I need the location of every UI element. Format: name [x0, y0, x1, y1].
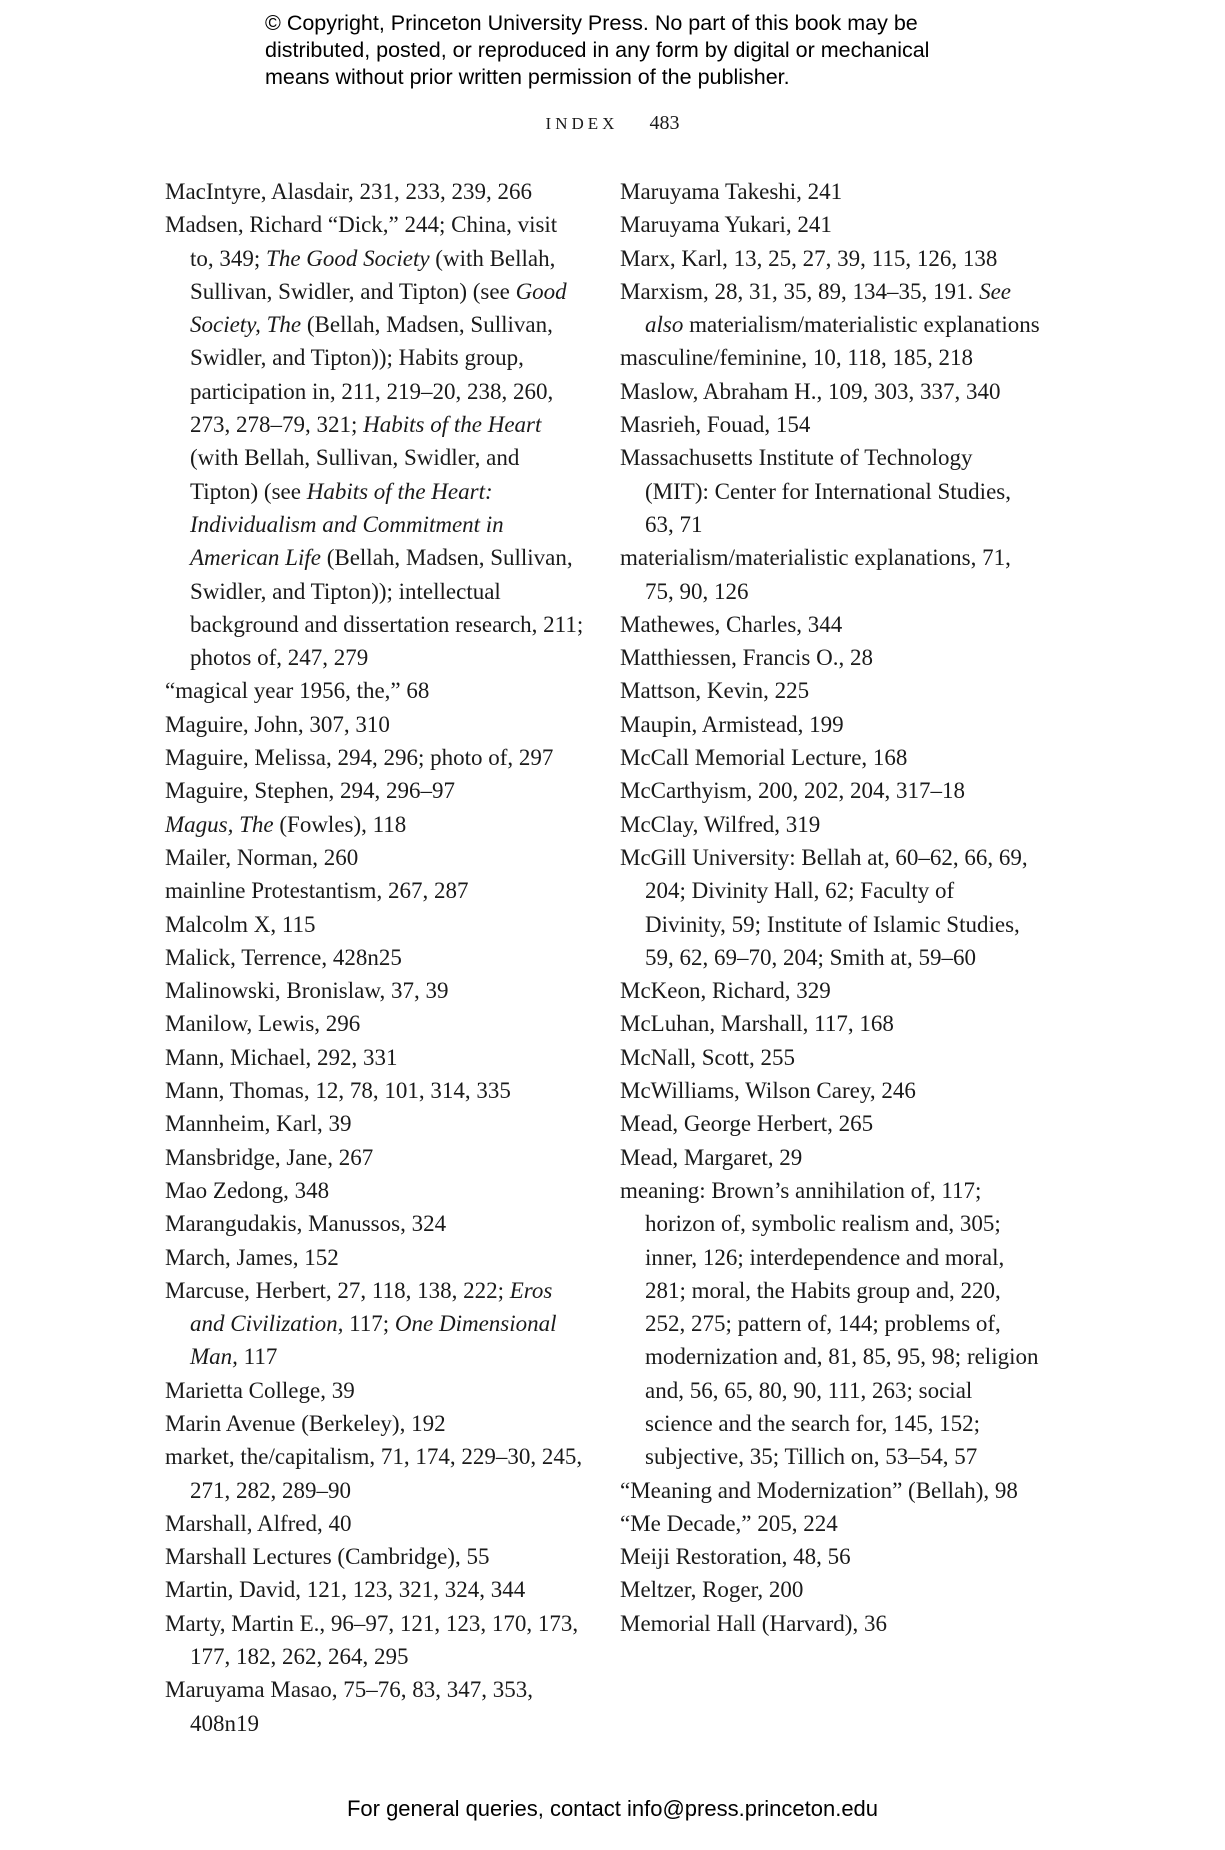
index-entry-text: Maruyama Yukari, 241	[620, 212, 832, 238]
index-entry	[165, 1440, 585, 1507]
index-entry-text: Marx, Karl, 13, 25, 27, 39, 115, 126, 138	[620, 245, 998, 271]
index-entry	[620, 774, 1040, 807]
index-entry-text: Malick, Terrence, 428n25	[165, 944, 402, 970]
index-entry-text: Manilow, Lewis, 296	[165, 1011, 361, 1037]
index-entry	[620, 1107, 1040, 1140]
copyright-line: means without prior written permission of the publisher.	[265, 65, 790, 89]
index-entry-text: Marshall Lectures (Cambridge), 55	[165, 1544, 490, 1570]
index-entry	[620, 974, 1040, 1007]
index-entry-text: Maruyama Takeshi, 241	[620, 179, 843, 204]
copyright-line: © Copyright, Princeton University Press. No part of this book may be	[265, 11, 918, 35]
index-entry-text: Mailer, Norman, 260	[165, 844, 359, 870]
index-entry-text: materialism/materialistic explanations	[683, 312, 1040, 338]
index-entry	[620, 441, 1040, 541]
footer-contact: For general queries, contact info@press.princeton.edu	[346, 1796, 879, 1821]
index-entry	[620, 1174, 1040, 1474]
index-entry	[165, 974, 585, 1007]
index-entry-title: Habits of the Heart: Individualism and Commitment in American Life	[190, 478, 504, 571]
index-entry-title: Habits of the Heart	[363, 412, 542, 438]
index-entry	[165, 208, 585, 674]
index-entry-text: “magical year 1956, the,” 68	[165, 678, 430, 704]
index-entry-text: “Me Decade,” 205, 224	[620, 1510, 838, 1536]
index-entry-text: Marangudakis, Manussos, 324	[165, 1211, 447, 1237]
index-entry	[165, 674, 585, 707]
index-entry-text: McClay, Wilfred, 319	[620, 811, 821, 837]
copyright-line: distributed, posted, or reproduced in any form by digital or mechanical	[265, 38, 930, 62]
index-entry	[620, 1141, 1040, 1174]
index-entry-text: McWilliams, Wilson Carey, 246	[620, 1078, 916, 1104]
index-entry-title: The Good Society	[266, 245, 430, 271]
index-entry	[620, 841, 1040, 974]
index-entry-text: McCall Memorial Lecture, 168	[620, 745, 908, 771]
index-entry-text: McCarthyism, 200, 202, 204, 317–18	[620, 778, 965, 804]
index-entry	[165, 1107, 585, 1140]
index-entry	[620, 708, 1040, 741]
index-entry	[620, 1507, 1040, 1540]
index-entry	[165, 808, 585, 841]
index-entry-text: Malcolm X, 115	[165, 911, 316, 937]
index-entry	[165, 1407, 585, 1440]
index-entry	[620, 641, 1040, 674]
index-entry	[620, 275, 1040, 342]
index-entry	[165, 1007, 585, 1040]
index-entry	[620, 1007, 1040, 1040]
index-entry-text: Malinowski, Bronislaw, 37, 39	[165, 978, 449, 1004]
index-entry	[620, 1540, 1040, 1573]
index-entry	[620, 674, 1040, 707]
index-entry	[165, 1507, 585, 1540]
index-entry-text: Meiji Restoration, 48, 56	[620, 1544, 851, 1570]
index-entry-text: Matthiessen, Francis O., 28	[620, 645, 873, 671]
index-entry	[165, 774, 585, 807]
page-number: 483	[649, 112, 680, 134]
index-entry-text: Masrieh, Fouad, 154	[620, 412, 811, 438]
index-entry-text: masculine/feminine, 10, 118, 185, 218	[620, 345, 974, 371]
index-entry	[620, 741, 1040, 774]
index-entry	[165, 1573, 585, 1606]
index-entry	[165, 1207, 585, 1240]
running-head-label: INDEX	[545, 114, 619, 133]
index-entry-text: McNall, Scott, 255	[620, 1044, 796, 1070]
index-entry-text: Mann, Michael, 292, 331	[165, 1044, 398, 1070]
index-entry-text: Maruyama Masao, 75–76, 83, 347, 353, 408n19	[165, 1677, 533, 1736]
index-entry-text: Mansbridge, Jane, 267	[165, 1144, 374, 1170]
index-entry-text: McGill University: Bellah at, 60–62, 66, 69, 204; Divinity Hall, 62; Faculty of Divinity, 59; Institute of Islamic Studies, 59, 62, 69–70, 204; Smith at, 59–60	[620, 844, 1028, 970]
index-entry-text: (Fowles), 118	[273, 811, 407, 837]
index-entry-text: Marcuse, Herbert, 27, 118, 138, 222;	[165, 1277, 510, 1303]
index-entry-text: Meltzer, Roger, 200	[620, 1577, 804, 1603]
index-entry-text: “Meaning and Modernization” (Bellah), 98	[620, 1477, 1018, 1503]
index-entry	[620, 1074, 1040, 1107]
index-entry	[165, 908, 585, 941]
index-entry-text: (Bellah, Madsen, Sullivan, Swidler, and Tipton)); intellectual background and dissertation research, 211; photos of, 247, 279	[190, 545, 584, 671]
index-entry	[620, 1573, 1040, 1606]
index-entry-text: Marty, Martin E., 96–97, 121, 123, 170, 173, 177, 182, 262, 264, 295	[165, 1610, 579, 1670]
index-entry	[620, 375, 1040, 408]
index-entry-text: Maguire, Stephen, 294, 296–97	[165, 778, 456, 804]
index-entry-text: Marin Avenue (Berkeley), 192	[165, 1410, 446, 1436]
index-entry-text: Mattson, Kevin, 225	[620, 678, 810, 704]
index-entry-text: March, James, 152	[165, 1244, 339, 1270]
index-entry-text: Maupin, Armistead, 199	[620, 711, 844, 737]
index-entry	[620, 242, 1040, 275]
index-entry-text: Martin, David, 121, 123, 321, 324, 344	[165, 1577, 526, 1603]
index-entry	[165, 175, 585, 208]
index-entry-text: Marxism, 28, 31, 35, 89, 134–35, 191.	[620, 278, 980, 304]
index-entry	[165, 1174, 585, 1207]
index-entry	[165, 1673, 585, 1740]
index-entry-text: Maguire, Melissa, 294, 296; photo of, 297	[165, 745, 554, 771]
index-entry	[620, 1041, 1040, 1074]
index-entry-text: Marietta College, 39	[165, 1377, 355, 1403]
index-entry-text: Memorial Hall (Harvard), 36	[620, 1610, 887, 1636]
index-entry-text: Massachusetts Institute of Technology (MIT): Center for International Studies, 63, 71	[620, 445, 1011, 537]
index-entry-text: Maguire, John, 307, 310	[165, 711, 390, 737]
index-entry-text: Mann, Thomas, 12, 78, 101, 314, 335	[165, 1078, 511, 1104]
index-entry-text: Madsen, Richard “Dick,” 244; China, visit to, 349;	[165, 212, 558, 271]
index-column-right	[620, 175, 1040, 1640]
index-entry	[165, 1241, 585, 1274]
index-entry-text: 117	[237, 1344, 278, 1370]
index-entry	[165, 1141, 585, 1174]
index-entry-text: Mead, George Herbert, 265	[620, 1111, 874, 1137]
index-entry-title: One Dimensional Man,	[190, 1311, 557, 1370]
index-entry	[165, 708, 585, 741]
index-entry	[620, 341, 1040, 374]
running-head	[0, 112, 1225, 135]
index-entry	[620, 541, 1040, 608]
index-entry	[620, 808, 1040, 841]
index-entry-text: McLuhan, Marshall, 117, 168	[620, 1011, 894, 1037]
index-entry-text: (Bellah, Madsen, Sullivan, Swidler, and Tipton)); Habits group, participation in, 211, 219–20, 238, 260, 273, 278–79, 321;	[190, 312, 554, 438]
index-entry-text: mainline Protestantism, 267, 287	[165, 878, 469, 904]
index-entry-text: 117;	[343, 1311, 395, 1337]
index-entry	[165, 741, 585, 774]
copyright-notice	[265, 10, 1025, 91]
index-entry	[620, 1474, 1040, 1507]
index-entry	[165, 1274, 585, 1374]
index-entry	[165, 1607, 585, 1674]
index-entry-title: Good Society, The	[190, 278, 567, 338]
index-entry-text: Marshall, Alfred, 40	[165, 1510, 352, 1536]
index-entry	[620, 208, 1040, 241]
index-entry	[165, 1540, 585, 1573]
index-entry-text: meaning: Brown’s annihilation of, 117; horizon of, symbolic realism and, 305; inner, 126; interdependence and moral, 281; moral, the Habits group and, 220, 252, 275; pattern of, 144; problems of, modernization and, 81, 85, 95, 98; religion and, 56, 65, 80, 90, 111, 263; social science and the search for, 145, 152; subjective, 35; Tillich on, 53–54, 57	[620, 1177, 1039, 1470]
index-entry-text: Maslow, Abraham H., 109, 303, 337, 340	[620, 378, 1001, 404]
index-entry-text: market, the/capitalism, 71, 174, 229–30, 245, 271, 282, 289–90	[165, 1444, 583, 1503]
index-entry-title: Eros and Civilization,	[190, 1277, 553, 1337]
index-entry-text: materialism/materialistic explanations, 71, 75, 90, 126	[620, 545, 1011, 604]
index-entry-text: Mathewes, Charles, 344	[620, 611, 843, 637]
index-entry-title: See also	[645, 278, 1011, 338]
index-entry	[165, 1374, 585, 1407]
index-entry-text: Mead, Margaret, 29	[620, 1144, 803, 1170]
index-entry	[165, 841, 585, 874]
index-entry-text: MacIntyre, Alasdair, 231, 233, 239, 266	[165, 179, 533, 204]
index-entry-text: (with Bellah, Sullivan, Swidler, and Tipton) (see	[190, 445, 520, 504]
index-entry-text: Mannheim, Karl, 39	[165, 1111, 352, 1137]
index-entry-text: (with Bellah, Sullivan, Swidler, and Tipton) (see	[190, 245, 556, 304]
index-entry-text: Mao Zedong, 348	[165, 1177, 330, 1203]
index-column-left	[165, 175, 585, 1740]
index-entry	[620, 408, 1040, 441]
index-entry	[620, 1607, 1040, 1640]
index-entry	[165, 1074, 585, 1107]
index-entry-text: McKeon, Richard, 329	[620, 978, 831, 1004]
index-entry	[620, 175, 1040, 208]
index-entry-title: Magus, The	[165, 811, 274, 837]
index-entry	[165, 874, 585, 907]
index-entry	[620, 608, 1040, 641]
index-entry	[165, 941, 585, 974]
index-entry	[165, 1041, 585, 1074]
